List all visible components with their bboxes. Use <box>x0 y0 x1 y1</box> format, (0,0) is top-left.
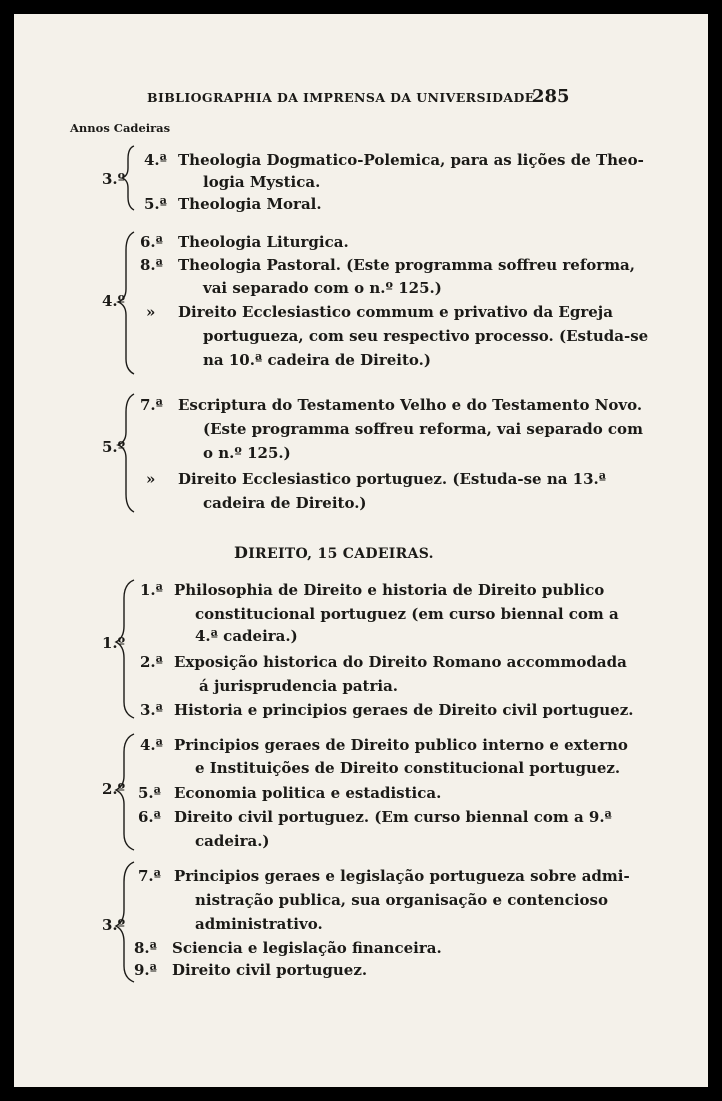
entry-number: » <box>146 303 156 321</box>
entry-text: Sciencia e legislação financeira. <box>172 939 442 957</box>
entry-text: o n.º 125.) <box>203 444 291 462</box>
entry-text: e Instituições de Direito constitucional portuguez. <box>195 759 621 777</box>
entry-text: cadeira.) <box>195 832 270 850</box>
section-title-initial: D <box>234 543 249 562</box>
entry-number: 4.ª <box>140 736 163 754</box>
entry-number: 1.ª <box>140 581 163 599</box>
column-labels: Annos Cadeiras <box>70 121 171 135</box>
entry-number: 5.ª <box>138 784 161 802</box>
entry-number: 7.ª <box>140 396 163 414</box>
year-label: 2.º <box>102 780 126 798</box>
entry-number: 4.ª <box>144 151 167 169</box>
entry-text: Economia politica e estadistica. <box>174 784 442 802</box>
entry-text: Theologia Dogmatico-Polemica, para as lições de Theo- <box>178 151 644 169</box>
entry-number: 6.ª <box>140 233 163 251</box>
entry-text: Philosophia de Direito e historia de Direito publico <box>174 581 605 599</box>
header-title: BIBLIOGRAPHIA DA IMPRENSA DA UNIVERSIDADE <box>147 90 535 105</box>
entry-text: (Este programma soffreu reforma, vai separado com <box>203 420 643 438</box>
entry-text: Direito civil portuguez. (Em curso biennal com a 9.ª <box>174 808 612 826</box>
entry-text: Principios geraes de Direito publico interno e externo <box>174 736 628 754</box>
year-label: 3.º <box>102 916 126 934</box>
entry-text: Escriptura do Testamento Velho e do Testamento Novo. <box>178 396 643 414</box>
entry-text: Theologia Liturgica. <box>178 233 349 251</box>
entry-number: 8.ª <box>134 939 157 957</box>
entry-text: Principios geraes e legislação portugueza sobre admi- <box>174 867 630 885</box>
year-label: 4.º <box>102 292 126 310</box>
book-page <box>14 14 708 1087</box>
entry-text: portugueza, com seu respectivo processo. (Estuda-se <box>203 327 649 345</box>
entry-number: » <box>146 470 156 488</box>
entry-text: administrativo. <box>195 915 323 933</box>
entry-text: Exposição historica do Direito Romano accommodada <box>174 653 627 671</box>
entry-text: Theologia Moral. <box>178 195 322 213</box>
section-title-rest: IREITO, 15 CADEIRAS. <box>248 546 434 562</box>
entry-text: na 10.ª cadeira de Direito.) <box>203 351 431 369</box>
year-label: 5.º <box>102 438 126 456</box>
page-number: 285 <box>532 86 570 107</box>
running-header <box>14 88 708 112</box>
entry-text: vai separado com o n.º 125.) <box>203 279 442 297</box>
entry-number: 7.ª <box>138 867 161 885</box>
entry-text: cadeira de Direito.) <box>203 494 367 512</box>
entry-number: 2.ª <box>140 653 163 671</box>
entry-number: 5.ª <box>144 195 167 213</box>
year-label: 3.º <box>102 170 126 188</box>
entry-number: 9.ª <box>134 961 157 979</box>
entry-text: constitucional portuguez (em curso biennal com a <box>195 605 619 623</box>
entry-text: Direito Ecclesiastico portuguez. (Estuda-se na 13.ª <box>178 470 607 488</box>
year-label: 1.º <box>102 634 126 652</box>
entry-text: nistração publica, sua organisação e contencioso <box>195 891 608 909</box>
section-title <box>234 543 434 562</box>
entry-text: 4.ª cadeira.) <box>195 627 298 645</box>
entry-text: Direito Ecclesiastico commum e privativo da Egreja <box>178 303 613 321</box>
entry-text: Historia e principios geraes de Direito civil portuguez. <box>174 701 634 719</box>
entry-text: Direito civil portuguez. <box>172 961 368 979</box>
entry-number: 8.ª <box>140 256 163 274</box>
entry-number: 6.ª <box>138 808 161 826</box>
entry-text: á jurisprudencia patria. <box>199 677 399 695</box>
entry-text: logia Mystica. <box>203 173 321 191</box>
entry-text: Theologia Pastoral. (Este programma soffreu reforma, <box>178 256 636 274</box>
entry-number: 3.ª <box>140 701 163 719</box>
